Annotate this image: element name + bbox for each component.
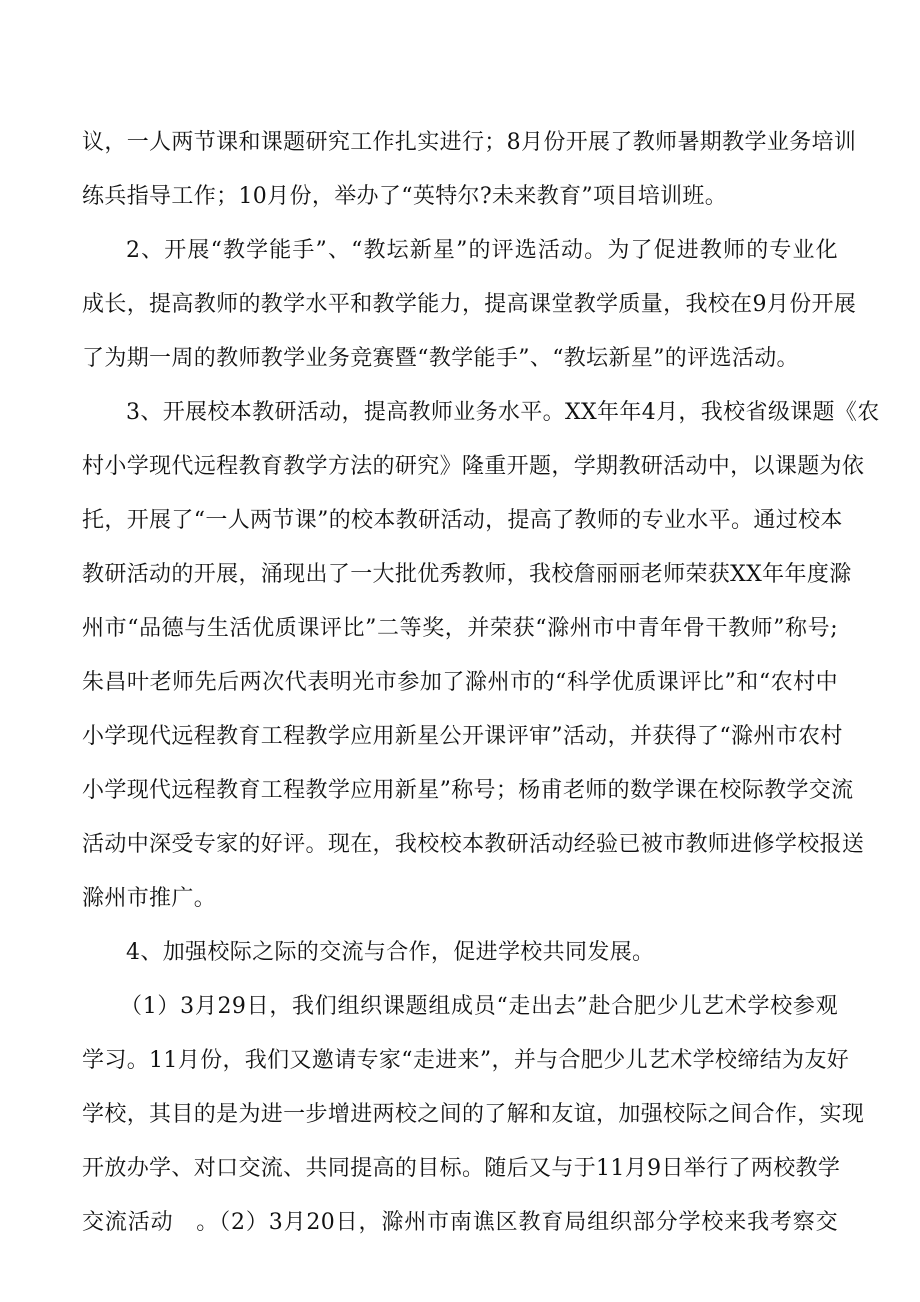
text-line: 托，开展了“一人两节课”的校本教研活动，提高了教师的专业水平。通过校本 <box>82 508 843 533</box>
text-line: 朱昌叶老师先后两次代表明光市参加了滁州市的“科学优质课评比”和“农村中 <box>82 670 838 695</box>
paragraph-5-start: （1）3月29日，我们组织课题组成员“走出去”赴合肥少儿艺术学校参观 <box>120 994 838 1019</box>
paragraph-4-heading: 4、加强校际之际的交流与合作，促进学校共同发展。 <box>126 940 655 965</box>
text-line: 交流活动 。（2）3月20日，滁州市南谯区教育局组织部分学校来我考察交 <box>82 1210 838 1235</box>
text-line: 成长，提高教师的教学水平和教学能力，提高课堂教学质量，我校在9月份开展 <box>82 292 857 317</box>
text-line: 学校，其目的是为进一步增进两校之间的了解和友谊，加强校际之间合作，实现 <box>82 1102 865 1127</box>
text-line: 滁州市推广。 <box>82 886 217 911</box>
text-line: 教研活动的开展，涌现出了一大批优秀教师，我校詹丽丽老师荣获XX年年度滁 <box>82 562 852 587</box>
text-line: 了为期一周的教师教学业务竞赛暨“教学能手”、“教坛新星”的评选活动。 <box>82 346 799 371</box>
text-line: 活动中深受专家的好评。现在，我校校本教研活动经验已被市教师进修学校报送 <box>82 832 865 857</box>
text-line: 开放办学、对口交流、共同提高的目标。随后又与于11月9日举行了两校教学 <box>82 1156 841 1181</box>
paragraph-2-start: 2、开展“教学能手”、“教坛新星”的评选活动。为了促进教师的专业化 <box>126 238 838 263</box>
text-line: 练兵指导工作；10月份，举办了“英特尔?未来教育”项目培训班。 <box>82 184 728 209</box>
text-line: 小学现代远程教育工程教学应用新星公开课评审”活动，并获得了“滁州市农村 <box>82 724 843 749</box>
document-body <box>82 116 880 1250</box>
text-line: 村小学现代远程教育教学方法的研究》隆重开题，学期教研活动中，以课题为依 <box>82 454 865 479</box>
text-line: 州市“品德与生活优质课评比”二等奖，并荣获“滁州市中青年骨干教师”称号; <box>82 616 838 641</box>
text-line: 小学现代远程教育工程教学应用新星”称号；杨甫老师的数学课在校际教学交流 <box>82 778 854 803</box>
text-line: 议，一人两节课和课题研究工作扎实进行；8月份开展了教师暑期教学业务培训 <box>82 130 857 155</box>
text-line: 学习。11月份，我们又邀请专家“走进来”，并与合肥少儿艺术学校缔结为友好 <box>82 1048 850 1073</box>
paragraph-3-start: 3、开展校本教研活动，提高教师业务水平。XX年年4月，我校省级课题《农 <box>126 400 880 425</box>
